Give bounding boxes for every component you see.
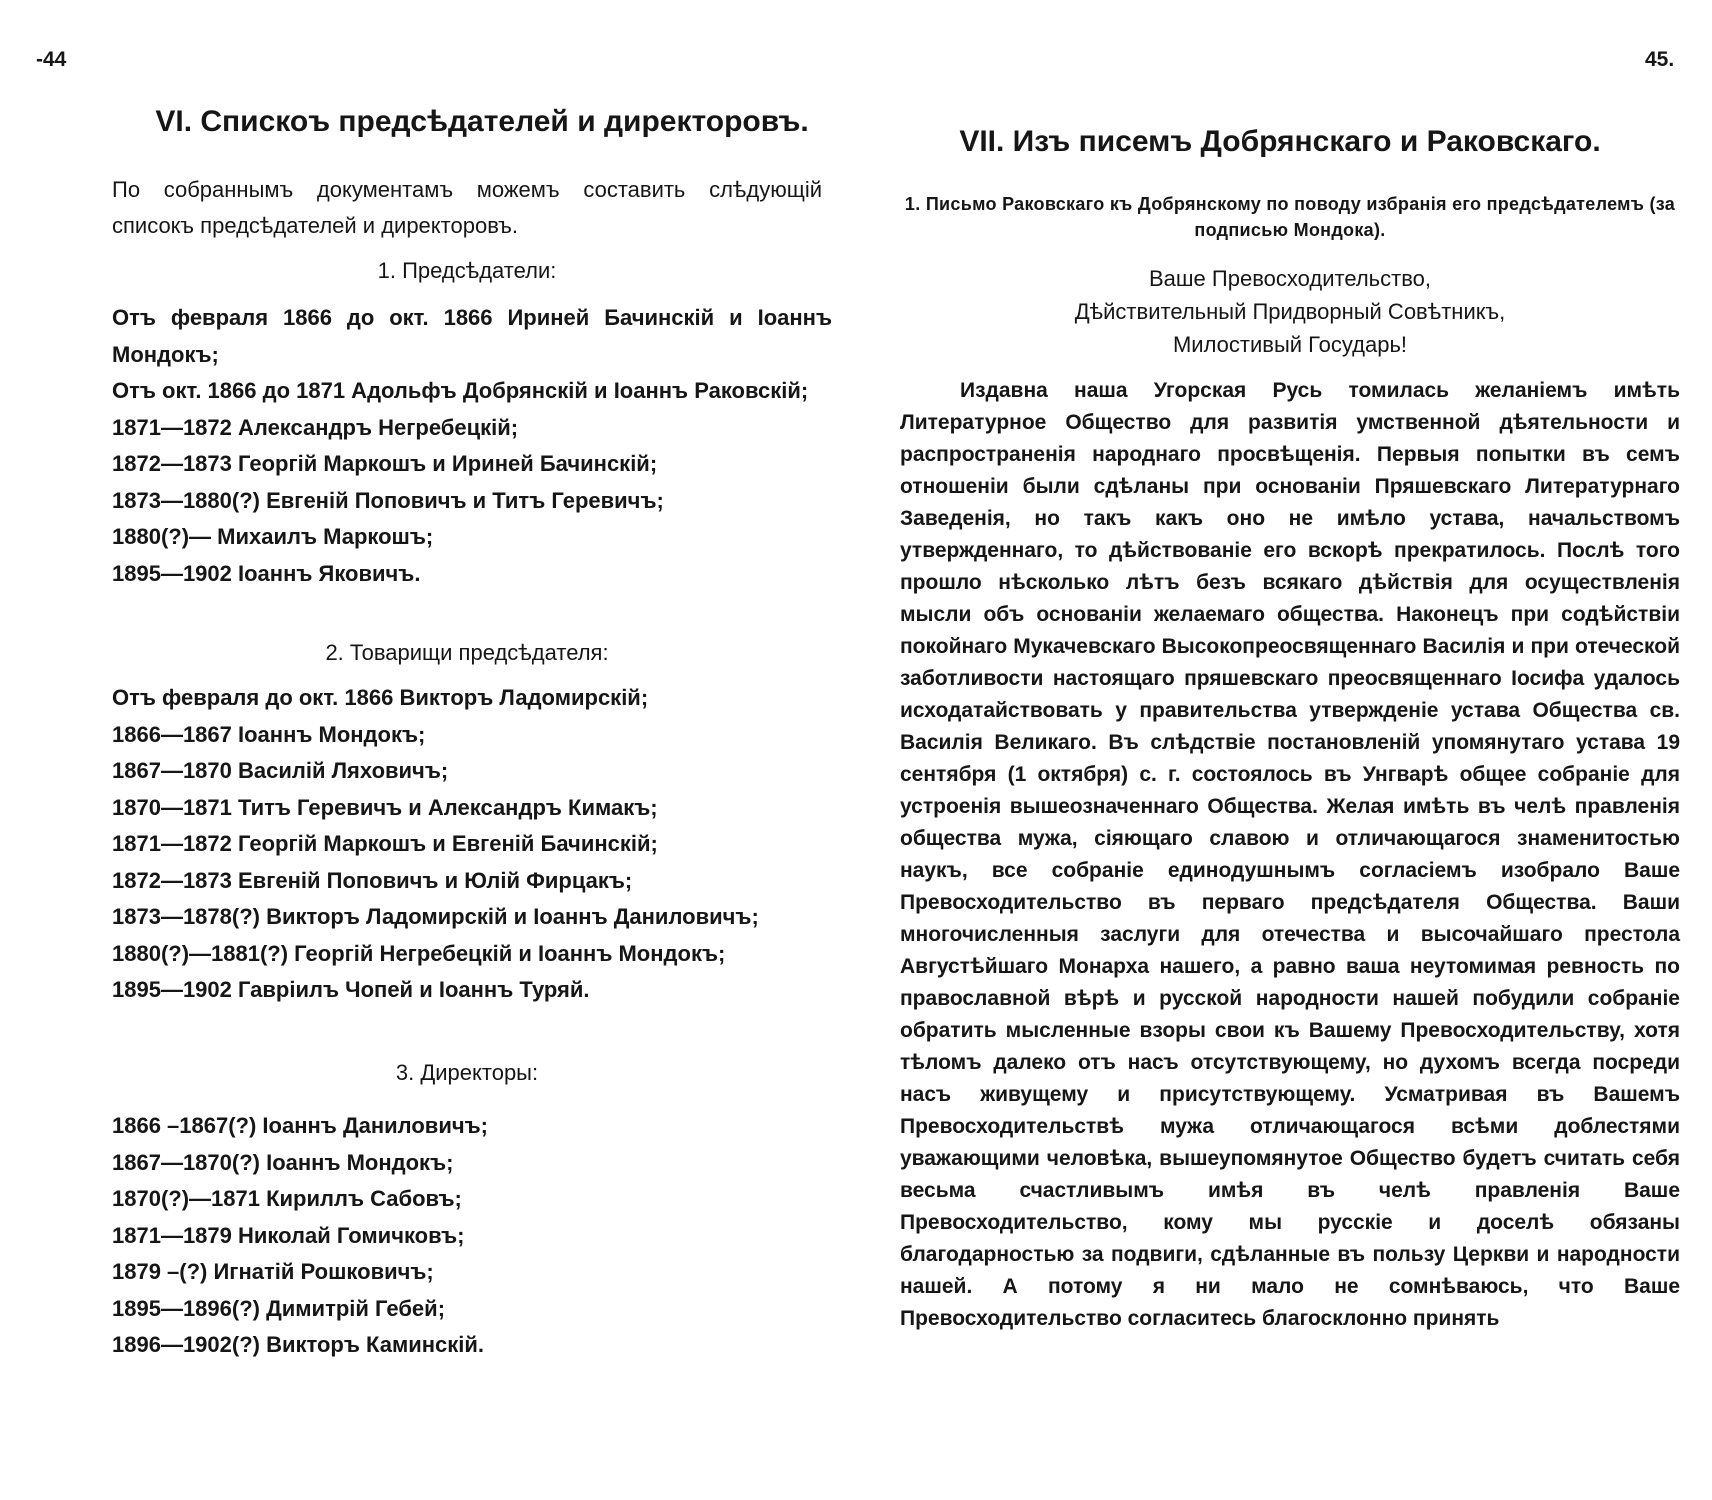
page-number-right: 45.: [1645, 48, 1675, 71]
list-item: 1871—1872 Георгій Маркошъ и Евгеній Бачинскій;: [112, 831, 658, 856]
left-page-title: VI. Спискоъ предсѣдателей и директоровъ.: [155, 105, 809, 138]
list-item: Отъ февраля 1866 до окт. 1866 Ириней Бачинскій и Іоаннъ Мондокъ;: [112, 305, 832, 367]
salutation-line: Милостивый Государь!: [1172, 332, 1408, 357]
right-page-title: VII. Изъ писемъ Добрянскаго и Раковскаго.: [959, 125, 1601, 158]
list-item: 1895—1902 Іоаннъ Яковичъ.: [112, 560, 421, 586]
salutation-line: Ваше Превосходительство,: [1149, 266, 1431, 291]
list-item: 1871—1872 Александръ Негребецкій;: [112, 414, 519, 440]
section-heading-directors: 3. Директоры:: [395, 1060, 539, 1085]
list-item: 1895—1902 Гавріилъ Чопей и Іоаннъ Туряй.: [112, 977, 590, 1002]
deputies-list: [112, 680, 832, 1009]
list-item: 1866—1867 Іоаннъ Мондокъ;: [112, 721, 426, 747]
list-item: 1867—1870 Василій Ляховичъ;: [112, 758, 449, 783]
letter-salutation: [900, 262, 1680, 361]
list-item: 1872—1873 Евгеній Поповичъ и Юлій Фирцакъ;: [112, 867, 633, 893]
list-item: 1870—1871 Титъ Геревичъ и Александръ Кимакъ;: [112, 794, 658, 820]
list-item: Отъ февраля до окт. 1866 Викторъ Ладомирскій;: [112, 685, 649, 710]
list-item: Отъ окт. 1866 до 1871 Адольфъ Добрянскій и Іоаннъ Раковскій;: [112, 378, 809, 403]
letter-body: Издавна наша Угорская Русь томилась желаніемъ имѣть Литературное Общество для развитія умственной дѣятельности и распространенія народнаго просвѣщенія. Первыя попытки въ семъ отношеніи были сдѣланы при основаніи Пряшевскаго Литературнаго Заведенія, но такъ какъ оно не имѣло устава, начальствомъ утвержденнаго, то дѣйствованіе его вскорѣ прекратилось. Послѣ того прошло нѣсколько лѣтъ безъ всякаго дѣйствія для осуществленія мысли объ основаніи желаемаго общества. Наконецъ при содѣйствіи покойнаго Мукачевскаго Высокопреосвященнаго Василія и при отеческой заботливости настоящаго пряшевскаго преосвященнаго Іосифа удалось исходатайствовать у правительства утвержденіе устава Общества св. Василія Великаго. Въ слѣдствіе постановленій упомянутаго устава 19 сентября (1 октября) с. г. состоялось въ Унгварѣ общее собраніе для устроенія вышеозначеннаго Общества. Желая имѣть въ челѣ правленія общества мужа, сіяющаго славою и отличающагося знаменитостью наукъ, все собраніе единодушнымъ согласіемъ изобрало Ваше Превосходительство въ перваго предсѣдателя Общества. Ваши многочисленныя заслуги для отечества и высочайшаго престола Августѣйшаго Монарха нашего, а равно ваша неутомимая ревность по православной вѣрѣ и русской народности нашей побудили собраніе обратить мысленные взоры свои къ Вашему Превосходительству, хотя тѣломъ далеко отъ насъ отсутствующему, но духомъ всегда посреди насъ живущему и присутствующему. Усматривая въ Вашемъ Превосходительствѣ мужа отличающагося всѣми доблестями уважающими человѣка, вышеупомянутое Общество будетъ считать себя весьма счастливымъ имѣя въ челѣ правленія Ваше Превосходительство, кому мы русскіе и доселѣ обязаны благодарностью за подвиги, сдѣланные въ пользу Церкви и народности нашей. А потому я ни мало не сомнѣваюсь, что Ваше Превосходительство согласитесь благосклонно принять: [900, 379, 1680, 1330]
list-item: 1873—1880(?) Евгеній Поповичъ и Титъ Геревичъ;: [112, 487, 664, 513]
intro-paragraph: По собраннымъ документамъ можемъ составить слѣдующій списокъ предсѣдателей и директоровъ.: [112, 177, 822, 238]
list-item: 1872—1873 Георгій Маркошъ и Ириней Бачинскій;: [112, 451, 658, 476]
letter-subtitle: 1. Письмо Раковскаго къ Добрянскому по поводу избранія его предсѣдателемъ (за подписью Мондока).: [904, 194, 1676, 240]
list-item: 1880(?)— Михаилъ Маркошъ;: [112, 524, 434, 549]
list-item: 1879 –(?) Игнатій Рошковичъ;: [112, 1259, 434, 1284]
list-item: 1895—1896(?) Димитрій Гебей;: [112, 1295, 446, 1321]
list-item: 1871—1879 Николай Гомичковъ;: [112, 1222, 465, 1248]
list-item: 1870(?)—1871 Кириллъ Сабовъ;: [112, 1186, 462, 1211]
list-item: 1896—1902(?) Викторъ Каминскій.: [112, 1332, 485, 1357]
list-item: 1867—1870(?) Іоаннъ Мондокъ;: [112, 1149, 454, 1175]
list-item: 1880(?)—1881(?) Георгій Негребецкій и Іоаннъ Мондокъ;: [112, 940, 726, 966]
salutation-line: Дѣйствительный Придворный Совѣтникъ,: [1074, 299, 1506, 324]
section-heading-deputies: 2. Товарищи предсѣдателя:: [325, 640, 609, 665]
section-heading-chairmen: 1. Предсѣдатели:: [377, 258, 557, 283]
list-item: 1866 –1867(?) Іоаннъ Даниловичъ;: [112, 1113, 488, 1138]
page-number-left: -44: [36, 48, 67, 71]
list-item: 1873—1878(?) Викторъ Ладомирскій и Іоаннъ Даниловичъ;: [112, 904, 759, 929]
chairmen-list: [112, 300, 832, 592]
directors-list: [112, 1108, 832, 1364]
